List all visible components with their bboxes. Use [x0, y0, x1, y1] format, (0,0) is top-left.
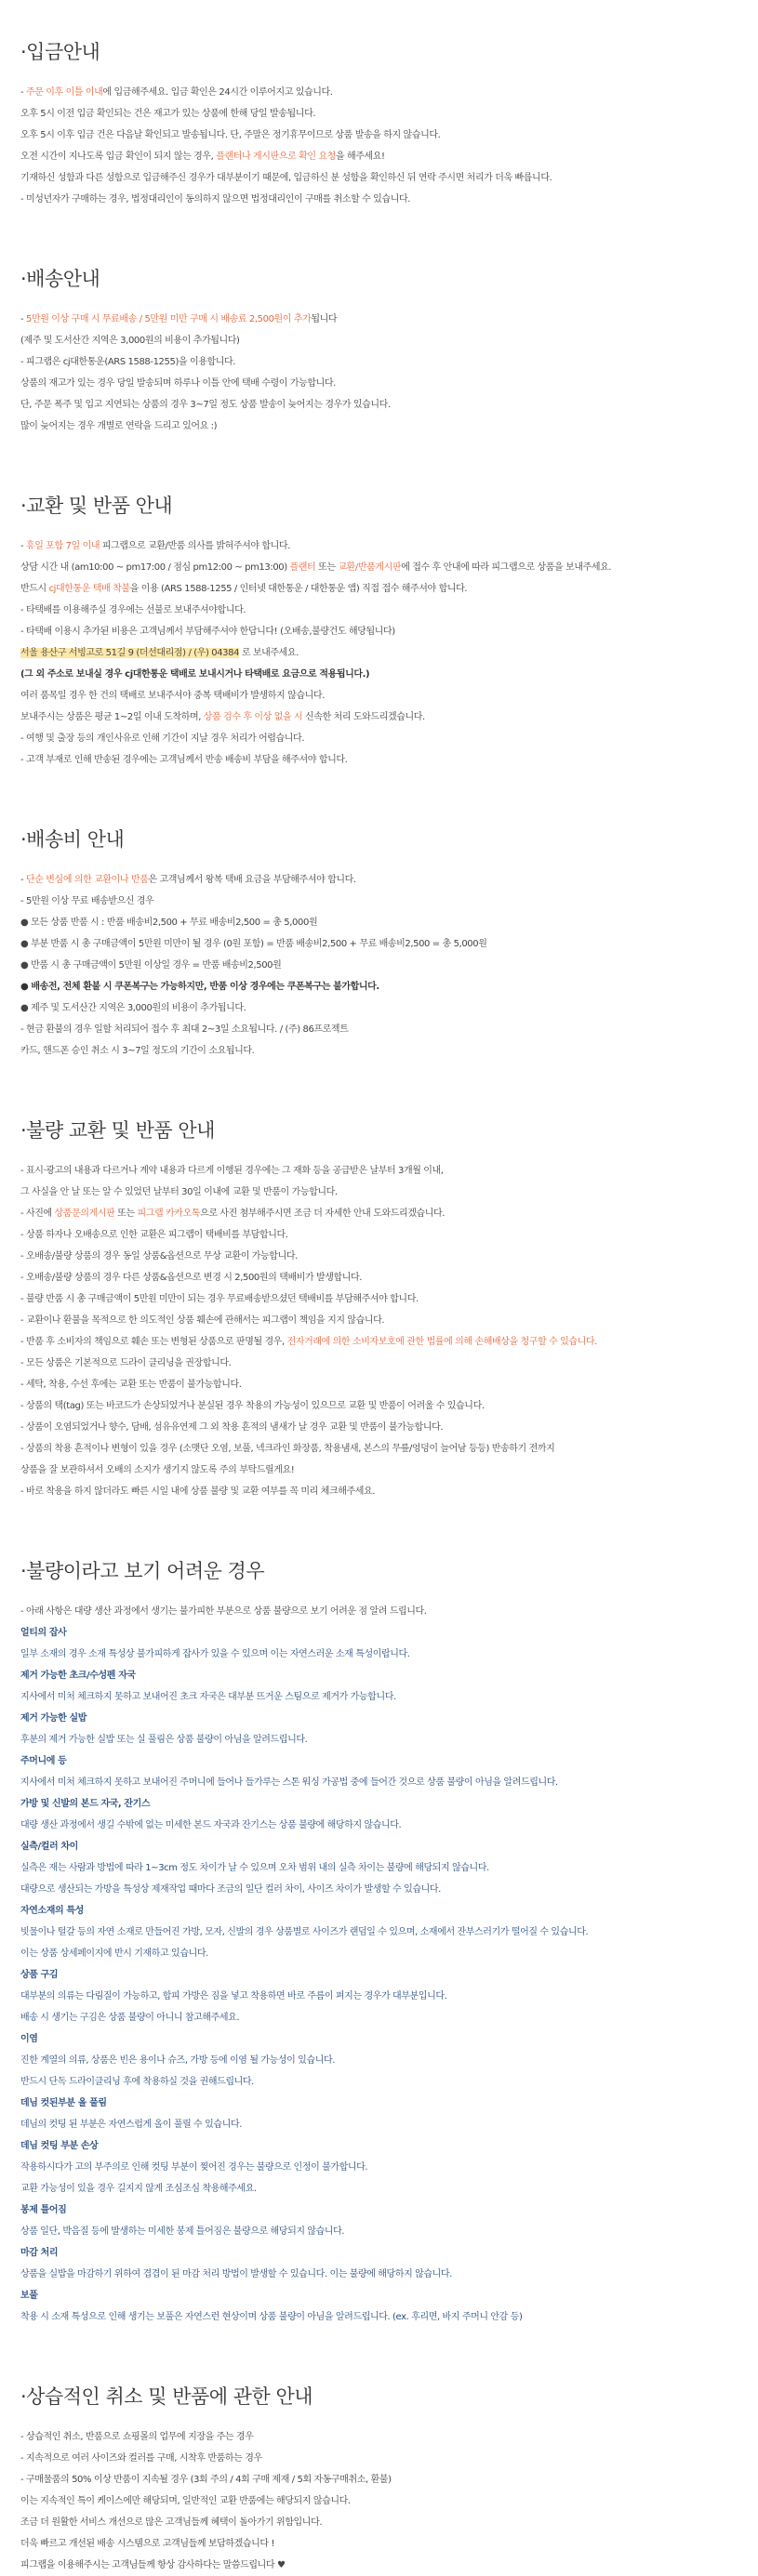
info-text: 또는 — [114, 1209, 138, 1219]
info-text: 봉제 틀어짐 — [20, 2205, 67, 2215]
info-line — [20, 1601, 739, 1622]
info-text: - 상품의 착용 흔적이나 변형이 있을 경우 (소맷단 오염, 보풀, 넥크라인 화장품, 착용냄새, 본스의 무릎/엉덩이 늘어남 등등) 반송하기 전까지 — [20, 1444, 555, 1454]
info-text: - 오배송/불량 상품의 경우 다른 상품&옵션으로 변경 시 2,500원의 택배비가 발생합니다. — [20, 1273, 363, 1283]
info-line — [20, 1708, 739, 1729]
info-line — [20, 955, 739, 976]
info-line — [20, 2533, 739, 2555]
info-line — [20, 125, 739, 146]
info-text: 빗물이나 털갈 등의 자연 소재로 만들어진 가방, 모자, 신발의 경우 상품별로 사이즈가 랜덤일 수 있으며, 소재에서 잔부스러기가 떨어질 수 있습니다. — [20, 1927, 589, 1937]
info-text: 피그랩으로 교환/반품 의사를 밝혀주셔야 합니다. — [100, 541, 290, 551]
info-line — [20, 1665, 739, 1686]
info-line — [20, 1040, 739, 1062]
info-text: 반드시 — [20, 584, 49, 594]
info-text: 로 보내주세요. — [239, 648, 299, 658]
info-line — [20, 2490, 739, 2512]
info-line — [20, 557, 739, 578]
info-section — [20, 1116, 739, 1502]
info-text: 플랜터 — [289, 562, 316, 573]
info-text: 단순 변심에 의한 교환이나 반품 — [26, 875, 149, 885]
info-line — [20, 1943, 739, 1964]
section-title: ·불량이라고 보기 어려운 경우 — [20, 1560, 265, 1582]
info-line — [20, 2285, 739, 2306]
info-section — [20, 825, 739, 1062]
info-line — [20, 1622, 739, 1644]
info-text: 오후 5시 이후 입금 건은 다음날 확인되고 발송됩니다. 단, 주말은 정기휴무이므로 상품 발송을 하지 않습니다. — [20, 130, 441, 140]
info-text: ● 반품 시 총 구매금액이 5만원 이상일 경우 = 반품 배송비2,500원 — [20, 960, 282, 971]
info-section — [20, 491, 739, 771]
info-text: 여러 품목일 경우 한 건의 택배로 보내주셔야 중복 택배비가 발생하지 않습니다. — [20, 691, 325, 701]
info-line — [20, 1224, 739, 1246]
info-text: 상품을 실밥을 마감하기 위하여 겹겹이 된 마감 처리 방법이 발생할 수 있습니다. 이는 불량에 해당하지 않습니다. — [20, 2269, 452, 2279]
info-text: 전자거래에 의한 소비자보호에 관한 법률에 의해 손해배상을 청구할 수 있습니다. — [286, 1337, 597, 1347]
info-text: - — [20, 875, 26, 885]
info-line — [20, 1267, 739, 1288]
info-line — [20, 2050, 739, 2071]
info-text: 오후 5시 이전 입금 확인되는 건은 재고가 있는 상품에 한해 당일 발송됩니다. — [20, 109, 316, 119]
info-text: ● 배송전, 전체 환불 시 쿠폰복구는 가능하지만, 반품 이상 경우에는 쿠폰복구는 불가합니다. — [20, 982, 379, 992]
info-text: 실측/컬러 차이 — [20, 1842, 78, 1852]
info-text: 일부 소재의 경우 소재 특성상 불가피하게 잡사가 있을 수 있으며 이는 자연스러운 소재 특성이랍니다. — [20, 1649, 410, 1659]
info-text: - — [20, 87, 26, 98]
info-text: 단, 주문 폭주 및 입고 지연되는 상품의 경우 3~7일 정도 상품 발송이 늦어지는 경우가 있습니다. — [20, 400, 391, 410]
info-line — [20, 1160, 739, 1182]
info-line — [20, 1964, 739, 1986]
info-text: 지사에서 미처 체크하지 못하고 보내어진 초크 자국은 대부분 뜨거운 스팀으로 제거가 가능합니다. — [20, 1692, 396, 1702]
info-text: 많이 늦어지는 경우 개별로 연락을 드리고 있어요 :) — [20, 421, 218, 431]
info-line — [20, 1353, 739, 1374]
info-text: 카드, 핸드폰 승인 취소 시 3~7일 정도의 기간이 소요됩니다. — [20, 1046, 255, 1056]
info-text: ● 모든 상품 반품 시 : 반품 배송비2,500 + 무료 배송비2,500 = 총 5,000원 — [20, 918, 318, 928]
info-line — [20, 1729, 739, 1750]
info-text: 조금 더 원활한 서비스 개선으로 많은 고객님들께 혜택이 돌아가기 위함입니다. — [20, 2517, 323, 2528]
info-text: 보풀 — [20, 2291, 38, 2301]
info-line — [20, 2007, 739, 2028]
info-text: 상품 검수 후 이상 없을 시 — [203, 712, 303, 722]
info-line — [20, 2242, 739, 2264]
info-line — [20, 997, 739, 1019]
info-line — [20, 976, 739, 997]
info-text: (제주 및 도서산간 지역은 3,000원의 비용이 추가됩니다) — [20, 336, 240, 346]
info-line — [20, 189, 739, 210]
info-line — [20, 535, 739, 557]
info-text: 진한 계열의 의류, 상품은 빈은 용이나 슈즈, 가방 등에 이염 될 가능성이 있습니다. — [20, 2055, 336, 2066]
info-line — [20, 1203, 739, 1224]
info-line — [20, 2093, 739, 2114]
info-text: 이는 상품 상세페이지에 반시 기재하고 있습니다. — [20, 1949, 208, 1959]
info-text: - 교환이나 환불을 목적으로 한 의도적인 상품 훼손에 관해서는 피그랩이 책임을 지지 않습니다. — [20, 1315, 385, 1326]
info-text: - 반품 후 소비자의 책임으로 훼손 또는 변형된 상품으로 판명될 경우, — [20, 1337, 287, 1347]
info-text: 서울 용산구 서빙고로 51길 9 (더선대리점) / (우) 04384 — [20, 648, 240, 658]
info-text: 오전 시간이 지나도록 입금 확인이 되지 않는 경우, — [20, 152, 217, 162]
info-text: 보내주시는 상품은 평균 1~2일 이내 도착하며, — [20, 712, 204, 722]
info-line — [20, 1460, 739, 1481]
info-text: - 오배송/불량 상품의 경우 동일 상품&옵션으로 무상 교환이 가능합니다. — [20, 1251, 298, 1262]
info-text: - — [20, 314, 26, 324]
info-text: - 아래 사항은 대량 생산 과정에서 생기는 불가피한 부분으로 상품 불량으로 보기 어려운 점 알려 드립니다. — [20, 1606, 427, 1617]
info-text: 착용 시 소재 특성으로 인해 생기는 보풀은 자연스런 현상이며 상품 불량이 아님을 알려드립니다. (ex. 후리면, 바지 주머니 안감 등) — [20, 2312, 523, 2322]
info-text: 에 입금해주세요. 입금 확인은 24시간 이루어지고 있습니다. — [102, 87, 333, 98]
info-line — [20, 416, 739, 437]
info-line — [20, 933, 739, 955]
info-line — [20, 351, 739, 373]
info-line — [20, 1836, 739, 1857]
info-line — [20, 1438, 739, 1460]
info-line — [20, 1922, 739, 1943]
info-text: 데님 컷된부분 올 풀림 — [20, 2098, 107, 2108]
info-line — [20, 373, 739, 394]
info-text: 대부분의 의류는 다림질이 가능하고, 합피 가방은 짐을 넣고 착용하면 바로 주름이 펴지는 경우가 대부분입니다. — [20, 1991, 447, 2001]
info-text: 상품을 잘 보관하셔서 오배의 소지가 생기지 않도록 주의 부탁드릴게요! — [20, 1465, 295, 1475]
info-line — [20, 2071, 739, 2093]
info-text: 자연소재의 특성 — [20, 1906, 84, 1916]
info-text: - 구매물품의 50% 이상 반품이 지속될 경우 (3회 주의 / 4회 구매 제재 / 5회 자동구매취소, 환불) — [20, 2475, 392, 2485]
info-text: 을 이용 (ARS 1588-1255 / 인터넷 대한통운 / 대한통운 앱) 직접 접수 해주셔야 합니다. — [129, 584, 468, 594]
info-line — [20, 2469, 739, 2490]
info-text: - 현금 환불의 경우 일할 처리되어 접수 후 최대 2~3일 소요됩니다. / (주) 86프로젝트 — [20, 1024, 349, 1035]
info-line — [20, 1644, 739, 1665]
info-text: - 모든 상품은 기본적으로 드라이 클리닝을 권장합니다. — [20, 1358, 232, 1368]
info-text: 주머니에 등 — [20, 1756, 67, 1766]
info-line — [20, 2512, 739, 2533]
info-text: - 지속적으로 여러 사이즈와 컬러를 구매, 시착후 반품하는 경우 — [20, 2453, 262, 2464]
info-text: 기재하신 성함과 다른 성함으로 입금해주신 경우가 대부분이기 때문에, 입금하신 분 성함을 확인하신 뒤 연락 주시면 처리가 더욱 빠릅니다. — [20, 173, 552, 183]
info-line — [20, 167, 739, 189]
info-line — [20, 1331, 739, 1353]
info-line — [20, 1417, 739, 1438]
info-line — [20, 1815, 739, 1836]
info-text: 그 사실을 안 날 또는 알 수 있었던 날부터 30일 이내에 교환 및 반품이 가능합니다. — [20, 1187, 338, 1197]
info-text: 을 해주세요! — [335, 152, 385, 162]
section-title: ·입금안내 — [20, 41, 100, 63]
info-text: - 여행 및 출장 등의 개인사유로 인해 기간이 지날 경우 처리가 어렵습니다. — [20, 733, 305, 744]
info-text: 이는 지속적인 특이 케이스에만 해당되며, 일반적인 교환 반품에는 해당되지 않습니다. — [20, 2496, 351, 2506]
info-line — [20, 1686, 739, 1708]
info-text: 더욱 빠르고 개선된 배송 시스템으로 고객님들께 보답하겠습니다 ! — [20, 2539, 275, 2549]
info-text: - 타택배를 이용해주실 경우에는 선불로 보내주셔야합니다. — [20, 605, 246, 615]
info-line — [20, 728, 739, 749]
info-line — [20, 146, 739, 167]
info-text: 데님 컷팅 부분 손상 — [20, 2141, 99, 2151]
info-line — [20, 600, 739, 621]
info-line — [20, 2200, 739, 2221]
info-line — [20, 685, 739, 707]
info-text: - 5만원 이상 무료 배송받으신 경우 — [20, 896, 154, 906]
info-line — [20, 2555, 739, 2576]
info-text: - 미성년자가 구매하는 경우, 법정대리인이 동의하지 않으면 법정대리인이 구매를 취소할 수 있습니다. — [20, 194, 410, 205]
info-text: 제거 가능한 실밥 — [20, 1713, 86, 1724]
info-line — [20, 1310, 739, 1331]
info-line — [20, 2135, 739, 2157]
info-line — [20, 664, 739, 685]
info-section — [20, 1556, 739, 2328]
info-text: 신속한 처리 도와드리겠습니다. — [302, 712, 425, 722]
info-line — [20, 2178, 739, 2200]
info-line — [20, 1374, 739, 1395]
info-text: - 바로 착용을 하지 않더라도 빠른 시일 내에 상품 불량 및 교환 여부를 꼭 미리 체크해주세요. — [20, 1486, 376, 1497]
info-section — [20, 37, 739, 210]
info-text: 또는 — [315, 562, 339, 573]
section-title: ·상습적인 취소 및 반품에 관한 안내 — [20, 2385, 313, 2408]
info-text: 지사에서 미처 체크하지 못하고 보내어진 주머니에 들어나 들가루는 스톤 워싱 가공법 중에 들어간 것으로 상품 불량이 아님을 알려드립니다. — [20, 1777, 558, 1788]
info-text: 휴일 포함 7일 이내 — [26, 541, 100, 551]
info-text: 에 접수 후 안내에 따라 피그랩으로 상품을 보내주세요. — [401, 562, 612, 573]
info-text: (그 외 주소로 보내실 경우 cj대한통운 택배로 보내시거나 타택배로 요금으로 적용됩니다.) — [20, 669, 370, 680]
info-line — [20, 707, 739, 728]
info-line — [20, 2306, 739, 2328]
info-text: - 세탁, 착용, 수선 후에는 교환 또는 반품이 불가능합니다. — [20, 1380, 242, 1390]
info-text: - 고객 부재로 인해 반송된 경우에는 고객님께서 반송 배송비 부담을 해주셔야 합니다. — [20, 755, 348, 765]
info-line — [20, 2028, 739, 2050]
info-line — [20, 1857, 739, 1879]
info-text: 이염 — [20, 2034, 38, 2044]
info-section — [20, 264, 739, 437]
info-text: cj대한통운 택배 착불 — [48, 584, 130, 594]
info-line — [20, 103, 739, 125]
info-line — [20, 2114, 739, 2135]
info-line — [20, 621, 739, 642]
info-line — [20, 749, 739, 771]
info-text: 상품 구김 — [20, 1970, 59, 1980]
info-line — [20, 1481, 739, 1502]
info-line — [20, 1900, 739, 1922]
info-text: 마감 처리 — [20, 2248, 59, 2258]
info-text: 플랜터나 게시판으로 확인 요청 — [216, 152, 336, 162]
info-text: 상품문의게시판 — [54, 1209, 115, 1219]
info-line — [20, 1288, 739, 1310]
info-line — [20, 1246, 739, 1267]
info-line — [20, 912, 739, 933]
info-text: 실측은 재는 사람과 방법에 따라 1~3cm 정도 차이가 날 수 있으며 오차 범위 내의 실측 차이는 불량에 해당되지 않습니다. — [20, 1863, 489, 1873]
info-text: - 불량 반품 시 총 구매금액이 5만원 미만이 되는 경우 무료배송받으셨던 택배비를 부담해주셔야 합니다. — [20, 1294, 419, 1304]
info-line — [20, 309, 739, 330]
info-text: 작용하시다가 고의 부주의로 인해 컷팅 부분이 찢어진 경우는 불량으로 인정이 불가합니다. — [20, 2162, 368, 2173]
info-line — [20, 869, 739, 891]
info-text: - 사진에 — [20, 1209, 55, 1219]
section-title: ·불량 교환 및 반품 안내 — [20, 1119, 215, 1142]
info-line — [20, 1793, 739, 1815]
info-text: 은 고객님께서 왕복 택배 요금을 부담해주셔야 합니다. — [148, 875, 356, 885]
info-text: 피그랩 카카오톡 — [137, 1209, 201, 1219]
info-text: 대량 생산 과정에서 생길 수밖에 없는 미세한 본드 자국과 잔기스는 상품 불량에 해당하지 않습니다. — [20, 1820, 402, 1830]
info-line — [20, 1772, 739, 1793]
info-text: - 상품의 택(tag) 또는 바코드가 손상되었거나 분실된 경우 착용의 가능성이 있으므로 교환 및 반품이 어려울 수 있습니다. — [20, 1401, 485, 1411]
info-text: - 상품 하자나 오배송으로 인한 교환은 피그랩이 택배비를 부담합니다. — [20, 1230, 288, 1240]
info-text: - 상품이 오염되었거나 향수, 담배, 섬유유연제 그 외 착용 흔적의 냄새가 날 경우 교환 및 반품이 불가능합니다. — [20, 1422, 444, 1433]
info-text: 주문 이후 이틀 이내 — [26, 87, 103, 98]
info-line — [20, 891, 739, 912]
info-text: 데님의 컷팅 된 부분은 자연스럽게 올이 풀릴 수 있습니다. — [20, 2120, 242, 2130]
info-text: - 타택배 이용시 추가된 비용은 고객님께서 부담해주셔야 한답니다! (오배송,불량건도 해당됩니다) — [20, 627, 395, 637]
info-text: 교환/반품게시판 — [338, 562, 402, 573]
info-text: 후분의 제거 가능한 실밥 또는 실 풀림은 상품 불량이 아님을 알려드립니다. — [20, 1735, 308, 1745]
info-line — [20, 1986, 739, 2007]
info-text: 상품 일단, 박음질 등에 발생하는 미세한 봉제 틀어짐은 불량으로 해당되지 않습니다. — [20, 2226, 345, 2237]
info-text: 가방 및 신발의 본드 자국, 잔기스 — [20, 1799, 151, 1809]
info-text: 반드시 단독 드라이클리닝 후에 착용하실 것을 권해드립니다. — [20, 2077, 254, 2087]
info-line — [20, 1879, 739, 1900]
info-line — [20, 1019, 739, 1040]
info-line — [20, 394, 739, 416]
info-text: 됩니다 — [311, 314, 338, 324]
info-text: 교환 가능성이 있을 경우 길지지 않게 조심조심 착용해주세요. — [20, 2184, 257, 2194]
info-line — [20, 2221, 739, 2242]
info-text: ● 부분 반품 시 총 구매금액이 5만원 미만이 될 경우 (0원 포함) = 반품 배송비2,500 + 무료 배송비2,500 = 총 5,000원 — [20, 939, 487, 949]
section-title: ·배송비 안내 — [20, 828, 125, 851]
info-text: 얼티의 잡사 — [20, 1628, 67, 1638]
info-text: 제거 가능한 초크/수성펜 자국 — [20, 1671, 136, 1681]
info-text: 상품의 재고가 있는 경우 당일 발송되며 하루나 이틀 안에 택배 수령이 가능합니다. — [20, 378, 336, 389]
info-text: 5만원 이상 구매 시 무료배송 / 5만원 미만 구매 시 배송료 2,500원이 추가 — [26, 314, 312, 324]
info-text: 대량으로 생산되는 가방을 특성상 제재작업 때마다 조금의 일단 컬러 차이, 사이즈 차이가 발생할 수 있습니다. — [20, 1884, 441, 1895]
info-line — [20, 1182, 739, 1203]
info-line — [20, 578, 739, 600]
info-line — [20, 2264, 739, 2285]
info-line — [20, 2448, 739, 2469]
info-text: 상담 시간 내 (am10:00 ~ pm17:00 / 점심 pm12:00 ~ pm13:00) — [20, 562, 290, 573]
section-title: ·교환 및 반품 안내 — [20, 495, 173, 517]
info-section — [20, 2382, 739, 2576]
info-line — [20, 2426, 739, 2448]
info-text: - 표시·광고의 내용과 다르거나 계약 내용과 다르게 이행된 경우에는 그 재화 등을 공급받은 날부터 3개월 이내, — [20, 1166, 444, 1176]
info-line — [20, 330, 739, 351]
info-text: 배송 시 생기는 구김은 상품 불량이 아니니 참고해주세요. — [20, 2013, 240, 2023]
info-text: - — [20, 541, 26, 551]
info-line — [20, 1395, 739, 1417]
info-line — [20, 2157, 739, 2178]
info-text: 피그랩을 이용해주시는 고객님들께 항상 감사하다는 말씀드립니다 ♥ — [20, 2560, 286, 2570]
info-text: 으로 사진 첨부해주시면 조금 더 자세한 안내 도와드리겠습니다. — [200, 1209, 445, 1219]
info-line — [20, 1750, 739, 1772]
info-line — [20, 642, 739, 664]
section-title: ·배송안내 — [20, 268, 100, 290]
info-text: - 상습적인 취소, 반품으로 쇼핑몰의 업무에 지장을 주는 경우 — [20, 2432, 254, 2442]
info-line — [20, 82, 739, 103]
info-text: - 피그랩은 cj대한통운(ARS 1588-1255)을 이용합니다. — [20, 357, 236, 367]
info-text: ● 제주 및 도서산간 지역은 3,000원의 비용이 추가됩니다. — [20, 1003, 246, 1013]
